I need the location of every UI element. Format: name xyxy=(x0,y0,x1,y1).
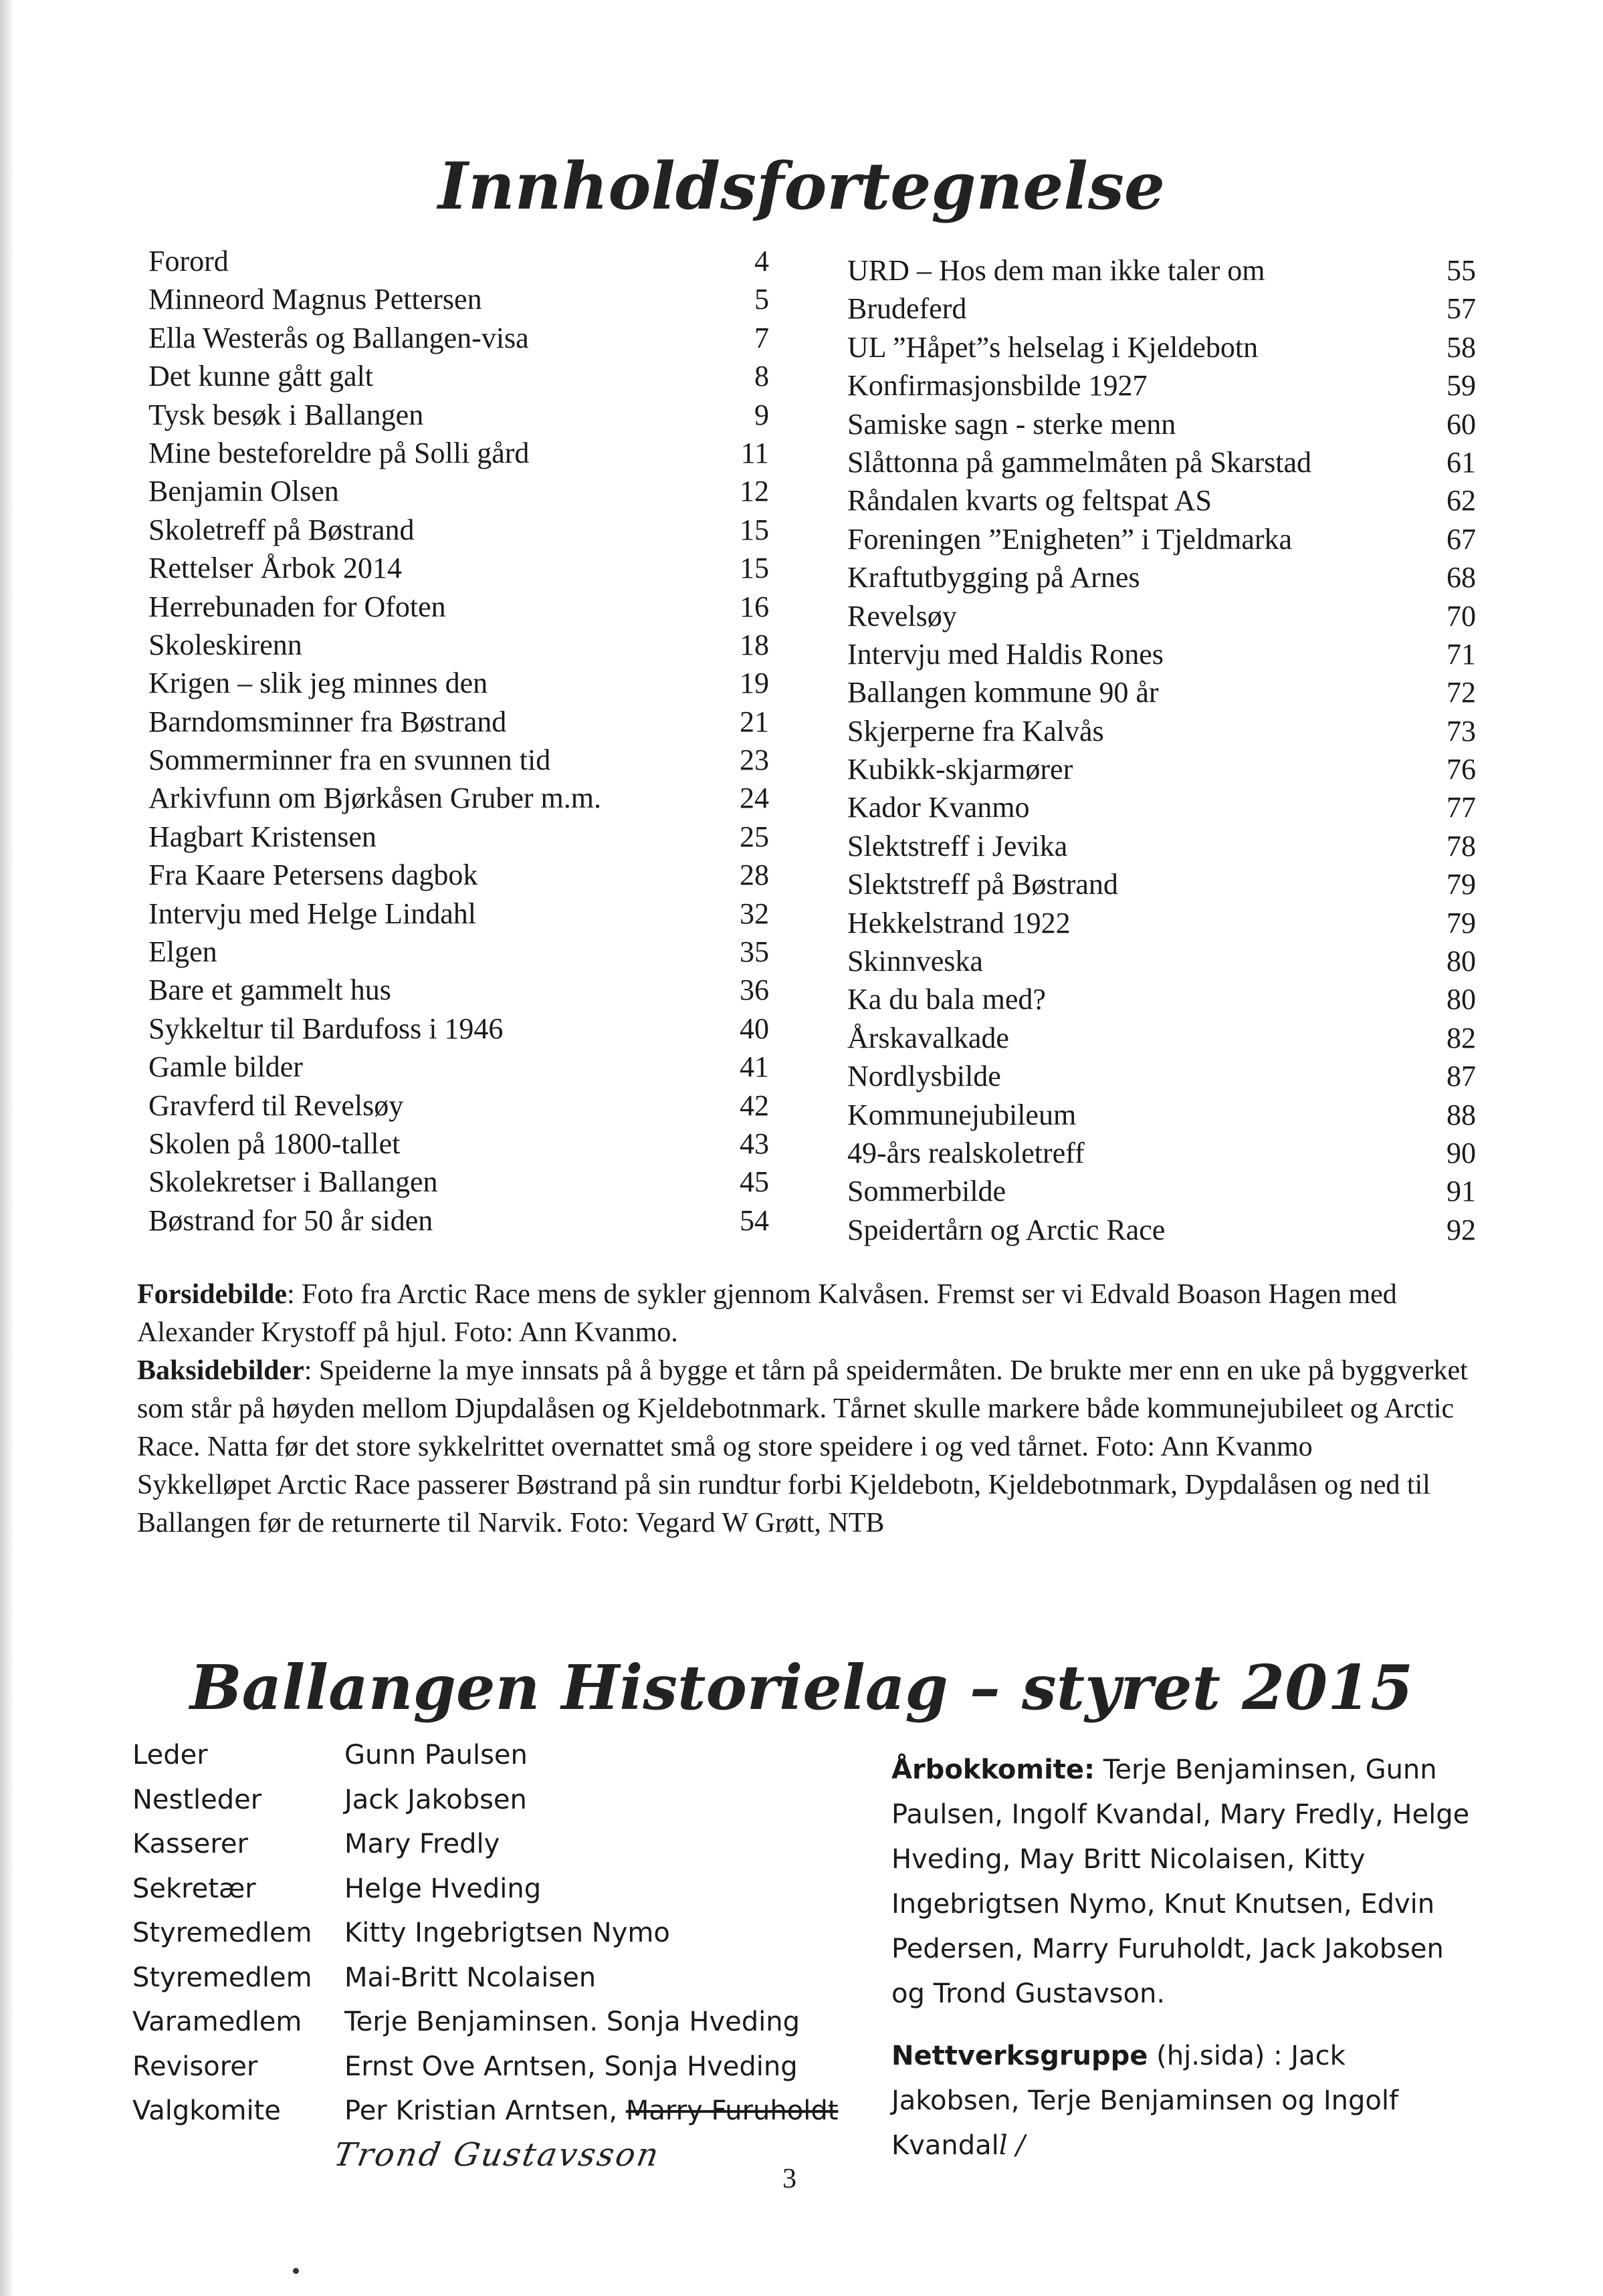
toc-entry xyxy=(148,1048,769,1086)
toc-entry-page: 68 xyxy=(1447,561,1476,594)
toc-entry-page: 82 xyxy=(1447,1021,1476,1054)
toc-entry-page: 32 xyxy=(740,897,769,930)
toc-entry-title: Krigen – slik jeg minnes den xyxy=(148,667,488,700)
toc-entry xyxy=(148,511,769,549)
toc-entry-page: 67 xyxy=(1447,522,1476,556)
toc-entry xyxy=(847,328,1476,366)
board-role: Kasserer xyxy=(132,1829,248,1859)
toc-entry-title: Kubikk-skjarmører xyxy=(847,753,1073,786)
toc-entry xyxy=(148,1163,769,1201)
toc-entry-title: Konfirmasjonsbilde 1927 xyxy=(847,369,1148,403)
toc-entry-title: Fra Kaare Petersens dagbok xyxy=(148,858,478,892)
toc-entry-title: Nordlysbilde xyxy=(847,1060,1001,1093)
toc-entry-page: 4 xyxy=(754,245,769,277)
toc-entry-title: Ella Westerås og Ballangen-visa xyxy=(148,321,529,354)
toc-entry-title: Speidertårn og Arctic Race xyxy=(847,1213,1166,1246)
toc-entry xyxy=(847,597,1476,635)
toc-entry-page: 16 xyxy=(740,590,769,623)
toc-entry-page: 11 xyxy=(740,436,769,469)
page-number: 3 xyxy=(782,2164,796,2194)
toc-entry-title: UL ”Håpet”s helselag i Kjeldebotn xyxy=(847,330,1259,364)
toc-entry-title: Elgen xyxy=(148,935,217,969)
toc-entry-title: Tysk besøk i Ballangen xyxy=(148,398,424,431)
toc-entry-page: 43 xyxy=(740,1127,769,1160)
toc-entry-title: Mine besteforeldre på Solli gård xyxy=(148,436,530,469)
toc-entry xyxy=(847,712,1476,750)
toc-entry xyxy=(847,980,1476,1018)
toc-entry xyxy=(148,703,769,741)
toc-entry xyxy=(847,827,1476,865)
toc-entry-title: Skjerperne fra Kalvås xyxy=(847,714,1104,748)
toc-entry-title: Råndalen kvarts og feltspat AS xyxy=(847,484,1212,518)
board-role: Nestleder xyxy=(132,1784,262,1815)
board-member-name xyxy=(344,2089,838,2134)
toc-entry-title: Ka du bala med? xyxy=(847,983,1046,1016)
toc-entry-page: 42 xyxy=(740,1088,769,1122)
board-names xyxy=(344,1733,838,2134)
toc-entry xyxy=(148,1086,769,1125)
toc-entry-title: Hagbart Kristensen xyxy=(148,820,377,853)
toc-entry-title: Hekkelstrand 1922 xyxy=(847,906,1071,939)
toc-entry-title: Brudeferd xyxy=(847,292,967,326)
toc-entry xyxy=(847,443,1476,481)
toc-entry-page: 78 xyxy=(1447,829,1476,863)
toc-entry-page: 71 xyxy=(1447,637,1476,671)
toc-entry-page: 8 xyxy=(754,360,769,393)
toc-entry-page: 25 xyxy=(740,820,769,853)
toc-entry-title: Skoleskirenn xyxy=(148,628,302,661)
toc-entry-title: Arkivfunn om Bjørkåsen Gruber m.m. xyxy=(148,782,601,815)
toc-entry-page: 88 xyxy=(1447,1098,1476,1131)
valgkomite-name: Per Kristian Arntsen, xyxy=(344,2095,626,2126)
toc-title: Innholdsfortegnelse xyxy=(438,148,1165,224)
toc-entry xyxy=(148,741,769,779)
toc-entry-title: Revelsøy xyxy=(847,599,957,633)
toc-entry xyxy=(148,779,769,817)
board-role: Varamedlem xyxy=(132,2006,302,2037)
struck-name: Marry Furuholdt xyxy=(625,2095,839,2126)
toc-entry-page: 24 xyxy=(740,782,769,815)
toc-entry xyxy=(148,1201,769,1240)
toc-right-column xyxy=(847,251,1476,1249)
toc-entry xyxy=(847,635,1476,673)
toc-entry-title: Slåttonna på gammelmåten på Skarstad xyxy=(847,445,1312,479)
toc-entry-page: 55 xyxy=(1447,254,1476,287)
board-member-name: Mary Fredly xyxy=(344,1829,500,1859)
board-member-name: Kitty Ingebrigtsen Nymo xyxy=(344,1918,670,1948)
toc-entry-page: 15 xyxy=(740,513,769,546)
toc-entry-title: Årskavalkade xyxy=(847,1021,1009,1054)
board-member-name: Terje Benjaminsen. Sonja Hveding xyxy=(344,2006,800,2037)
toc-entry-page: 72 xyxy=(1447,676,1476,709)
board-role: Styremedlem xyxy=(132,1962,312,1993)
toc-entry-title: Skolekretser i Ballangen xyxy=(148,1165,438,1199)
handwritten-signature: Trond Gustavsson xyxy=(331,2136,663,2174)
page-edge-shadow xyxy=(0,0,15,2296)
toc-entry-page: 60 xyxy=(1447,407,1476,441)
toc-entry xyxy=(847,1134,1476,1172)
toc-entry xyxy=(847,1057,1476,1095)
toc-entry-title: Intervju med Helge Lindahl xyxy=(148,897,476,930)
toc-entry-page: 36 xyxy=(740,973,769,1007)
toc-entry xyxy=(847,865,1476,903)
toc-entry xyxy=(847,788,1476,826)
toc-entry xyxy=(847,1172,1476,1210)
toc-entry-page: 73 xyxy=(1447,714,1476,748)
toc-entry-page: 45 xyxy=(740,1165,769,1199)
board-member-name: Helge Hveding xyxy=(344,1873,542,1904)
toc-entry-page: 9 xyxy=(754,398,769,431)
toc-entry xyxy=(847,1096,1476,1134)
photo-captions xyxy=(137,1276,1488,1542)
back-caption: Baksidebilder: Speiderne la mye innsats på å bygge et tårn på speidermåten. De brukte mer enn en uke på byggverket som står på høyden mellom Djupdalåsen og Kjeldebotnmark. Tårnet skulle markere både kommunejubileet og Arctic Race. Natta før det store sykkelrittet overnattet små og store speidere i og ved tårnet. Foto: Ann Kvanmo xyxy=(137,1355,1468,1462)
toc-entry-page: 62 xyxy=(1447,484,1476,518)
toc-entry-title: Rettelser Årbok 2014 xyxy=(148,552,402,585)
toc-entry-title: Minneord Magnus Pettersen xyxy=(148,283,482,316)
toc-entry-title: Benjamin Olsen xyxy=(148,475,339,508)
board-role: Valgkomite xyxy=(132,2095,281,2126)
toc-entry xyxy=(847,750,1476,788)
toc-entry-title: Det kunne gått galt xyxy=(148,360,374,393)
toc-entry-page: 76 xyxy=(1447,753,1476,786)
toc-entry-title: Samiske sagn - sterke menn xyxy=(847,407,1176,441)
toc-entry-page: 57 xyxy=(1447,292,1476,326)
toc-entry-title: Kador Kvanmo xyxy=(847,791,1030,824)
toc-entry-title: Kommunejubileum xyxy=(847,1098,1077,1131)
toc-entry-page: 19 xyxy=(740,667,769,700)
toc-entry-page: 70 xyxy=(1447,599,1476,633)
toc-entry-page: 61 xyxy=(1447,445,1476,479)
toc-entry-page: 90 xyxy=(1447,1136,1476,1169)
toc-entry-page: 54 xyxy=(740,1203,769,1237)
toc-entry xyxy=(847,673,1476,711)
toc-entry-page: 7 xyxy=(754,321,769,354)
toc-entry xyxy=(847,366,1476,405)
toc-entry-page: 35 xyxy=(740,935,769,969)
toc-entry-page: 80 xyxy=(1447,945,1476,978)
board-member-name: Ernst Ove Arntsen, Sonja Hveding xyxy=(344,2051,798,2082)
toc-entry xyxy=(148,549,769,587)
toc-entry xyxy=(847,942,1476,980)
toc-entry xyxy=(148,856,769,894)
board-member-name: Mai-Britt Ncolaisen xyxy=(344,1962,597,1993)
board-role: Revisorer xyxy=(132,2051,258,2082)
toc-entry-title: Barndomsminner fra Bøstrand xyxy=(148,705,507,738)
arbokkomite: Årbokkomite: Terje Benjaminsen, Gunn Paulsen, Ingolf Kvandal, Mary Fredly, Helge Hveding, May Britt Nicolaisen, Kitty Ingebrigtsen Nymo, Knut Knutsen, Edvin Pedersen, Marry Furuholdt, Jack Jakobsen og Trond Gustavson. xyxy=(891,1754,1470,2009)
toc-entry-page: 87 xyxy=(1447,1060,1476,1093)
toc-entry-title: Sommerminner fra en svunnen tid xyxy=(148,743,551,777)
toc-entry-page: 15 xyxy=(740,552,769,585)
toc-entry-title: Skolen på 1800-tallet xyxy=(148,1127,401,1160)
toc-entry-title: URD – Hos dem man ikke taler om xyxy=(847,254,1265,287)
toc-entry xyxy=(847,251,1476,290)
toc-entry xyxy=(148,472,769,510)
toc-entry-page: 79 xyxy=(1447,906,1476,939)
toc-entry xyxy=(847,290,1476,328)
toc-entry-page: 77 xyxy=(1447,791,1476,824)
toc-entry xyxy=(847,1211,1476,1249)
board-title: Ballangen Historielag – styret 2015 xyxy=(189,1651,1414,1724)
scan-dot xyxy=(293,2268,299,2274)
toc-entry-page: 79 xyxy=(1447,868,1476,901)
toc-entry-page: 12 xyxy=(740,475,769,508)
toc-entry-title: Skinnveska xyxy=(847,945,983,978)
board-member-name: Jack Jakobsen xyxy=(344,1784,527,1815)
toc-entry xyxy=(847,520,1476,558)
toc-entry-title: Slektstreff på Bøstrand xyxy=(847,868,1118,901)
toc-entry-title: Foreningen ”Enigheten” i Tjeldmarka xyxy=(847,522,1293,556)
toc-entry-page: 40 xyxy=(740,1012,769,1045)
board-roles xyxy=(132,1733,312,2134)
board-role: Sekretær xyxy=(132,1873,256,1904)
toc-entry-title: Skoletreff på Bøstrand xyxy=(148,513,415,546)
board-member-name: Gunn Paulsen xyxy=(344,1740,528,1770)
back-caption-2: Sykkelløpet Arctic Race passerer Bøstrand på sin rundtur forbi Kjeldebotn, Kjeldebotnmark, Dypdalåsen og ned til Ballangen før de returnerte til Narvik. Foto: Vegard W Grøtt, NTB xyxy=(137,1470,1430,1538)
toc-entry-page: 91 xyxy=(1447,1175,1476,1208)
handwritten-mark: l / xyxy=(998,2130,1025,2161)
toc-entry-title: Gamle bilder xyxy=(148,1050,303,1084)
toc-entry-title: Slektstreff i Jevika xyxy=(847,829,1068,863)
toc-entry xyxy=(148,1010,769,1048)
toc-entry-page: 41 xyxy=(740,1050,769,1084)
front-caption: Forsidebilde: Foto fra Arctic Race mens de sykler gjennom Kalvåsen. Fremst ser vi Edvald Boason Hagen med Alexander Krystoff på hjul. Foto: Ann Kvanmo. xyxy=(137,1279,1397,1348)
toc-entry-title: Intervju med Haldis Rones xyxy=(847,637,1164,671)
board-role: Leder xyxy=(132,1740,208,1770)
toc-entry xyxy=(148,357,769,395)
toc-entry xyxy=(148,396,769,434)
toc-entry xyxy=(148,319,769,357)
toc-entry-title: Forord xyxy=(148,245,229,277)
toc-entry-page: 59 xyxy=(1447,369,1476,403)
toc-entry xyxy=(148,933,769,971)
toc-entry xyxy=(148,1125,769,1163)
toc-entry xyxy=(148,626,769,664)
toc-entry xyxy=(148,895,769,933)
toc-entry-page: 5 xyxy=(754,283,769,316)
toc-entry-page: 80 xyxy=(1447,983,1476,1016)
toc-entry xyxy=(148,434,769,472)
toc-entry-page: 23 xyxy=(740,743,769,777)
toc-entry-title: Sommerbilde xyxy=(847,1175,1006,1208)
toc-entry xyxy=(847,1019,1476,1057)
toc-entry-page: 58 xyxy=(1447,330,1476,364)
toc-entry xyxy=(148,588,769,626)
toc-entry-title: Gravferd til Revelsøy xyxy=(148,1088,404,1122)
toc-entry-title: Sykkeltur til Bardufoss i 1946 xyxy=(148,1012,504,1045)
toc-entry xyxy=(148,971,769,1009)
toc-entry xyxy=(847,405,1476,443)
toc-entry xyxy=(148,818,769,856)
toc-entry-page: 28 xyxy=(740,858,769,892)
toc-entry-title: Bøstrand for 50 år siden xyxy=(148,1203,433,1237)
board-role: Styremedlem xyxy=(132,1918,312,1948)
toc-entry xyxy=(148,664,769,702)
toc-entry xyxy=(148,242,769,280)
toc-entry-title: Kraftutbygging på Arnes xyxy=(847,561,1140,594)
toc-entry xyxy=(847,558,1476,596)
toc-entry xyxy=(148,280,769,318)
toc-entry-page: 92 xyxy=(1447,1213,1476,1246)
toc-entry xyxy=(847,481,1476,520)
toc-entry-title: Bare et gammelt hus xyxy=(148,973,391,1007)
toc-entry xyxy=(847,904,1476,942)
toc-entry-title: 49-års realskoletreff xyxy=(847,1136,1085,1169)
nettverksgruppe: Nettverksgruppe (hj.sida) : Jack Jakobsen, Terje Benjaminsen og Ingolf Kvandall / xyxy=(891,2041,1399,2161)
toc-entry-page: 21 xyxy=(740,705,769,738)
toc-left-column xyxy=(148,242,769,1240)
toc-entry-title: Ballangen kommune 90 år xyxy=(847,676,1159,709)
toc-entry-title: Herrebunaden for Ofoten xyxy=(148,590,446,623)
toc-entry-page: 18 xyxy=(740,628,769,661)
